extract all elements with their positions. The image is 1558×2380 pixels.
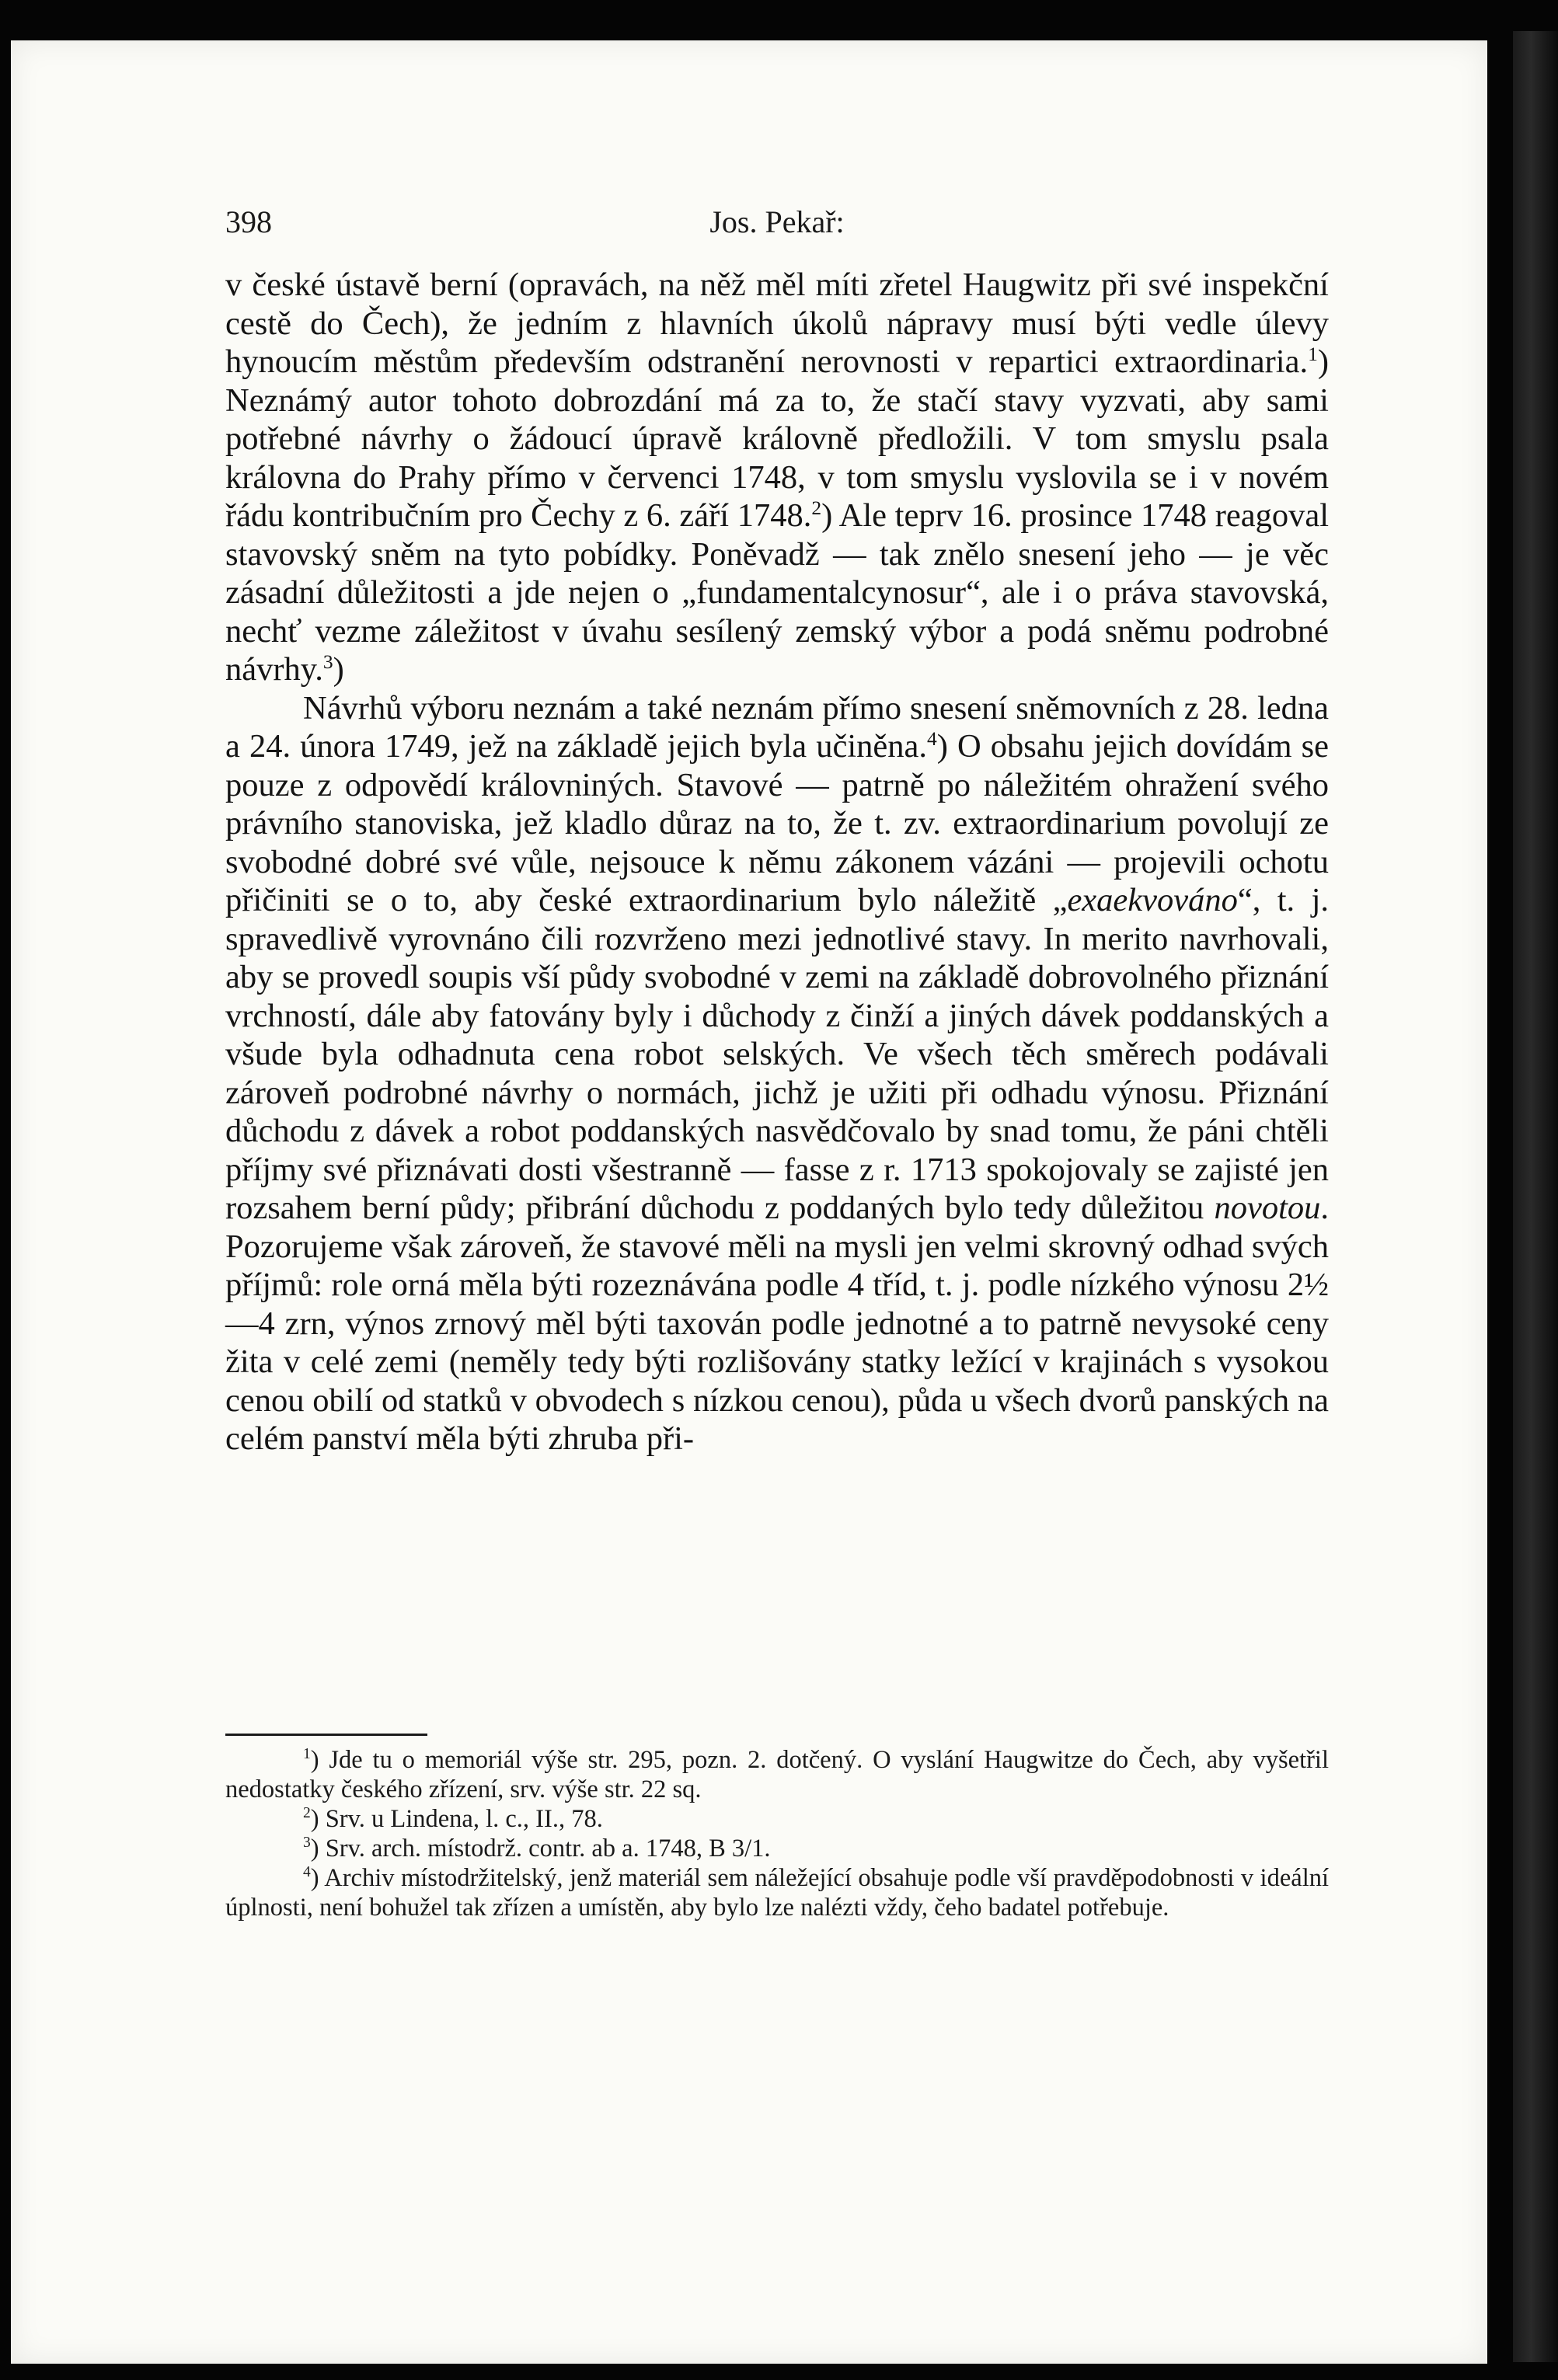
text-run: . Pozorujeme však zároveň, že stavové měli na mysli jen velmi skrovný odhad svých příjmů: role orná měla býti rozeznávána podle 4 tříd, t. j. podle nízkého výnosu 2½—4 zrn, výnos zrnový měl býti taxován podle jednotné a to patrně nevysoké ceny žita v celé zemi (neměly tedy býti rozlišovány statky ležící v krajinách s vysokou cenou obilí od statků v obvodech s nízkou cenou), půda u všech dvorů panských na celém panství měla býti zhruba při- xyxy=(225,1190,1329,1457)
footnote-separator xyxy=(225,1734,427,1736)
footnote xyxy=(225,1804,1329,1834)
footnote-ref: 1 xyxy=(1308,342,1318,365)
footnote-ref: 4 xyxy=(927,727,937,750)
footnote-text: ) Srv. u Lindena, l. c., II., 78. xyxy=(310,1805,603,1833)
text-run: ) Ale teprv 16. prosince 1748 reagoval stavovský sněm na tyto pobídky. Poněvadž — tak znělo snesení jeho — je věc zásadní důležitosti a jde nejen o „fundamentalcynosur“, ale i o práva stavovská, nechť vezme záležitost v úvahu sesílený zemský výbor a podá sněmu podrobné návrhy. xyxy=(225,497,1329,688)
paragraph xyxy=(225,689,1329,1458)
footnote-text: ) Jde tu o memoriál výše str. 295, pozn. 2. dotčený. O vyslání Haugwitze do Čech, aby vyšetřil nedostatky českého zřízení, srv. výše str. 22 sq. xyxy=(225,1746,1329,1803)
text-run: “, t. j. spravedlivě vyrovnáno čili rozvrženo mezi jednotlivé stavy. In merito navrhovali, aby se provedl soupis vší půdy svobodné v zemi na základě dobrovolného přiznání vrchností, dále aby fatovány byly i důchody z činží a jiných dávek poddanských a všude byla odhadnuta cena robot selských. Ve všech těch směrech podávali zároveň podrobné návrhy o normách, jichž je užiti při odhadu výnosu. Přiznání důchodu z dávek a robot poddanských nasvědčovalo by snad tomu, že páni chtěli příjmy své přiznávati dosti všestranně — fasse z r. 1713 spokojovaly se zajisté jen rozsahem berní půdy; přibrání důchodu z poddaných bylo tedy důležitou xyxy=(225,882,1329,1226)
page-edge-shadow xyxy=(1513,31,1558,2362)
footnote-mark: 2 xyxy=(303,1805,311,1822)
footnote xyxy=(225,1863,1329,1922)
footnote-mark: 1 xyxy=(303,1746,311,1763)
paragraph xyxy=(225,266,1329,689)
italic-term: exaekvováno xyxy=(1067,882,1238,918)
italic-term: novotou xyxy=(1214,1190,1321,1226)
footnote-ref: 3 xyxy=(322,650,333,673)
footnotes xyxy=(225,1745,1329,1922)
footnote-mark: 3 xyxy=(303,1835,311,1852)
text-run: ) Neznámý autor tohoto dobrozdání má za to, že stačí stavy vyzvati, aby sami potřebné návrhy o žádoucí úpravě královně předložili. V tom smyslu psala královna do Prahy přímo v červenci 1748, v tom smyslu vyslovila se i v novém řádu kontribučním pro Čechy z 6. září 1748. xyxy=(225,343,1329,534)
main-text xyxy=(225,266,1329,1458)
footnote xyxy=(225,1745,1329,1804)
footnote xyxy=(225,1834,1329,1863)
page-number: 398 xyxy=(225,204,272,239)
footnote-ref: 2 xyxy=(811,496,822,519)
footnote-text: ) Srv. arch. místodrž. contr. ab a. 1748, B 3/1. xyxy=(310,1835,771,1863)
text-run: Návrhů výboru neznám a také neznám přímo snesení sněmovních z 28. ledna a 24. února 1749, jež na základě jejich byla učiněna. xyxy=(225,689,1329,765)
text-run: ) O obsahu jejich dovídám se pouze z odpovědí královniných. Stavové — patrně po náležitém ohražení svého právního stanoviska, jež kladlo důraz na to, že t. zv. extraordinarium povolují ze svobodné dobré své vůle, nejsouce k němu zákonem vázáni — projevili ochotu přičiniti se o to, aby české extraordinarium bylo náležitě „ xyxy=(225,728,1330,918)
footnote-text: ) Archiv místodržitelský, jenž materiál sem náležející obsahuje podle vší pravděpodobnosti v ideální úplnosti, není bohužel tak zřízen a umístěn, aby bylo lze nalézti vždy, čeho badatel potřebuje. xyxy=(225,1864,1329,1922)
running-title: Jos. Pekař: xyxy=(709,204,845,239)
footnote-mark: 4 xyxy=(303,1864,311,1881)
text-run: ) xyxy=(333,651,344,688)
running-head xyxy=(225,204,1329,250)
text-run: v české ústavě berní (opravách, na něž měl míti zřetel Haugwitz při své inspekční cestě do Čech), že jedním z hlavních úkolů nápravy musí býti vedle úlevy hynoucím městům především odstranění nerovnosti v repartici extraordinaria. xyxy=(225,267,1329,380)
